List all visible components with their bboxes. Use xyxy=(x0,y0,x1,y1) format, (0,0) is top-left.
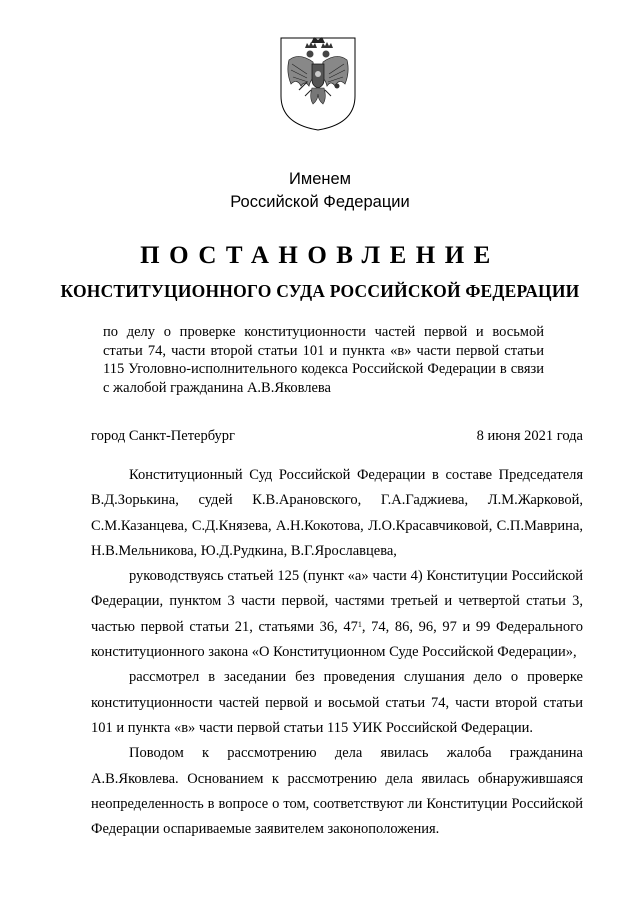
paragraph-grounds: Поводом к рассмотрению дела явилась жалоба гражданина А.В.Яковлева. Основанием к рассмотрению дела явилась обнаружившаяся неопределенность в вопросе о том, соответствуют ли Конституции Российской Федерации оспариваемые заявителем законоположения. xyxy=(91,745,583,838)
paragraph-legal-basis-part-2: , 74, 86, 96, 97 и 99 Федерального конституционного закона «О Конституционном Суде Российской Федерации», xyxy=(91,618,583,661)
russian-coat-of-arms-icon xyxy=(277,34,359,132)
paragraph-considered: рассмотрел в заседании без проведения слушания дело о проверке конституционности частей первой и восьмой статьи 74, части второй статьи 101 и пункта «в» части первой статьи 115 УИК Российской Федерации. xyxy=(91,669,583,736)
issuer-heading: КОНСТИТУЦИОННОГО СУДА РОССИЙСКОЙ ФЕДЕРАЦИИ xyxy=(60,281,580,301)
superscript-1: 1 xyxy=(357,619,362,629)
date: 8 июня 2021 года xyxy=(476,428,583,444)
document-type-heading: ПОСТАНОВЛЕНИЕ xyxy=(140,242,500,269)
place: город Санкт-Петербург xyxy=(91,428,236,444)
document-body xyxy=(91,463,583,842)
case-title: по делу о проверке конституционности частей первой и восьмой статьи 74, части второй статьи 101 и пункта «в» части первой статьи 115 Уголовно-исполнительного кодекса Российской Федерации в связи с жалобой гражданина А.В.Яковлева xyxy=(103,324,544,396)
paragraph-legal-basis-part-1: руководствуясь статьей 125 (пункт «а» части 4) Конституции Российской Федерации, пунктом 3 части первой, частями третьей и четвертой статьи 3, частью первой статьи 21, статьями 36, 47 xyxy=(91,568,583,635)
paragraph-composition: Конституционный Суд Российской Федерации в составе Председателя В.Д.Зорькина, судей К.В.Арановского, Г.А.Гаджиева, Л.М.Жарковой, С.М.Казанцева, С.Д.Князева, А.Н.Кокотова, Л.О.Красавчиковой, С.П.Маврина, Н.В.Мельникова, Ю.Д.Рудкина, В.Г.Ярославцева, xyxy=(91,467,583,559)
name-of-line-2: Российской Федерации xyxy=(230,193,410,211)
paragraph-legal-basis xyxy=(91,564,583,665)
name-of-line-1: Именем xyxy=(288,170,351,188)
